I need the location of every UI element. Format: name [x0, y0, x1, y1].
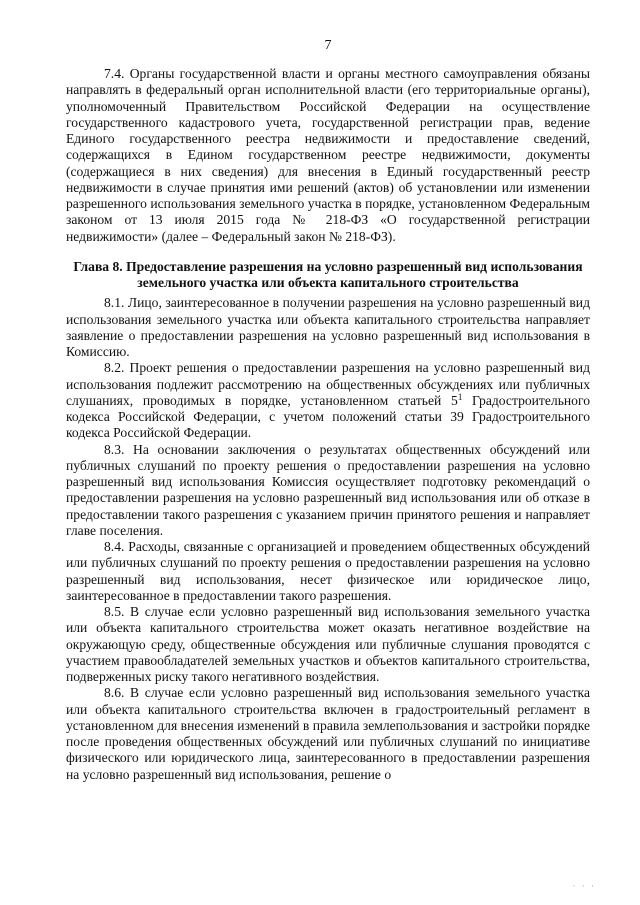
paragraph-8-3: 8.3. На основании заключения о результатах общественных обсуждений или публичных слушаний по проекту решения о предоставлении разрешения на условно разрешенный вид использования Комиссия осуществляет подготовку рекомендаций о предоставлении разрешения на условно разрешенный вид использования или об отказе в предоставлении такого разрешения с указанием причин принятого решения и направляет главе поселения.	[66, 441, 590, 538]
paragraph-8-2-text: 8.2. Проект решения о предоставлении разрешения на условно разрешенный вид использования подлежит рассмотрению на общественных обсуждениях или публичных слушаниях, проводимых в порядке, установленном статьей 5	[66, 360, 590, 408]
paragraph-8-1: 8.1. Лицо, заинтересованное в получении разрешения на условно разрешенный вид использования земельного участка или объекта капитального строительства направляет заявление о предоставлении разрешения на условно разрешенный вид использования в Комиссию.	[66, 295, 590, 359]
paragraph-8-2-continuation: Градостроительного кодекса Российской Федерации, с учетом положений статьи 39 Градостроительного кодекса Российской Федерации.	[66, 392, 590, 441]
footer-mark: · · ·	[572, 881, 596, 891]
page-number: 7	[324, 38, 332, 53]
paragraph-8-4: 8.4. Расходы, связанные с организацией и проведением общественных обсуждений или публичных слушаний по проекту решения о предоставлении разрешения на условно разрешенный вид использования, несет физическое или юридическое лицо, заинтересованное в предоставлении такого разрешения.	[66, 539, 590, 603]
paragraph-8-2	[66, 360, 590, 441]
article-superscript: 1	[457, 391, 463, 402]
chapter-8-heading: Глава 8. Предоставление разрешения на условно разрешенный вид использования земельного участка или объекта капитального строительства	[73, 258, 583, 290]
document-page	[66, 0, 590, 905]
paragraph-8-5: 8.5. В случае если условно разрешенный вид использования земельного участка или объекта капитального строительства может оказать негативное воздействие на окружающую среду, общественные обсуждения или публичные слушания проводятся с участием правообладателей земельных участков и объектов капитального строительства, подверженных риску такого негативного воздействия.	[66, 604, 590, 684]
document-body	[66, 66, 590, 783]
paragraph-7-4: 7.4. Органы государственной власти и органы местного самоуправления обязаны направлять в федеральный орган исполнительной власти (его территориальные органы), уполномоченный Правительством Российской Федерации на осуществление государственного кадастрового учета, государственной регистрации прав, ведение Единого государственного реестра недвижимости и предоставление сведений, содержащихся в Едином государственном реестре недвижимости, документы (содержащиеся в них сведения) для внесения в Единый государственный реестр недвижимости в случае принятия ими решений (актов) об установлении или изменении разрешенного использования земельного участка в порядке, установленном Федеральным законом от 13 июля 2015 года № 218-ФЗ «О государственной регистрации недвижимости» (далее – Федеральный закон № 218-ФЗ).	[66, 66, 590, 244]
paragraph-8-6: 8.6. В случае если условно разрешенный вид использования земельного участка или объекта капитального строительства включен в градостроительный регламент в установленном для внесения изменений в правила землепользования и застройки порядке после проведения общественных обсуждений или публичных слушаний по инициативе физического или юридического лица, заинтересованного в предоставлении разрешения на условно разрешенный вид использования, решение о	[66, 685, 590, 782]
